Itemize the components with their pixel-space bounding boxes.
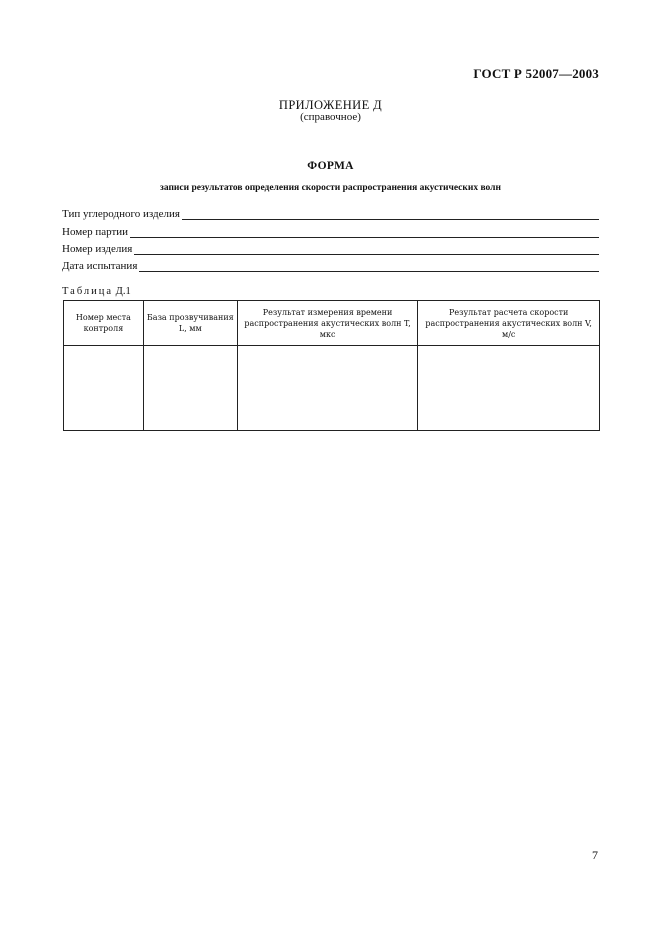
field-label: Номер изделия [62, 243, 133, 255]
field-blank-line[interactable] [130, 226, 599, 238]
table-cell[interactable] [237, 346, 418, 431]
table-cell[interactable] [143, 346, 237, 431]
table-caption-word: Таблица [62, 286, 114, 297]
column-header-sounding-base: База прозвучивания L, мм [143, 301, 237, 346]
form-subtitle: записи результатов определения скорости распространения акустических волн [160, 183, 501, 193]
column-header-propagation-velocity: Результат расчета скорости распространения акустических волн V, м/с [418, 301, 600, 346]
table-caption-number: Д.1 [115, 286, 131, 297]
column-header-control-point: Номер места контроля [64, 301, 144, 346]
table-row [64, 346, 600, 431]
table-header-row [64, 301, 600, 346]
field-blank-line[interactable] [134, 243, 599, 255]
field-batch-number [62, 224, 599, 238]
table-cell[interactable] [64, 346, 144, 431]
field-label: Дата испытания [62, 260, 138, 272]
field-label: Номер партии [62, 226, 129, 238]
field-blank-line[interactable] [182, 208, 599, 220]
appendix-type: (справочное) [300, 111, 361, 123]
form-title: ФОРМА [307, 160, 354, 172]
appendix-title: ПРИЛОЖЕНИЕ Д [278, 98, 383, 112]
table-cell[interactable] [418, 346, 600, 431]
field-blank-line[interactable] [139, 260, 599, 272]
page-number: 7 [592, 848, 598, 862]
field-product-number [62, 241, 599, 255]
field-test-date [62, 258, 599, 272]
column-header-propagation-time: Результат измерения времени распространения акустических волн T, мкс [237, 301, 418, 346]
standard-code: ГОСТ Р 52007—2003 [473, 66, 599, 81]
field-label: Тип углеродного изделия [62, 208, 180, 220]
field-product-type [62, 206, 599, 220]
table-caption [62, 286, 131, 297]
measurement-table [63, 300, 600, 431]
